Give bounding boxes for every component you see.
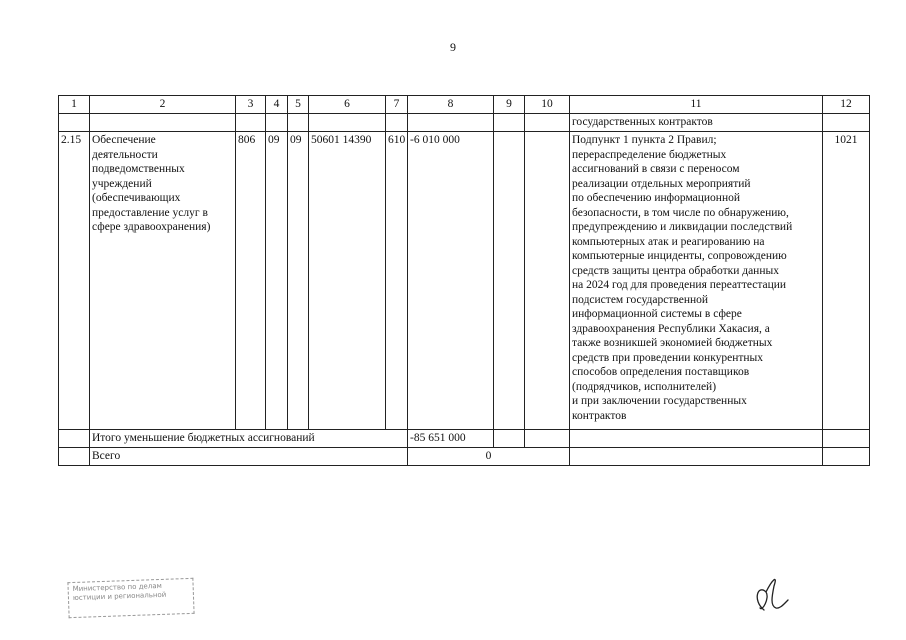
header-cell: 9	[494, 96, 525, 114]
continuation-text: государственных контрактов	[570, 114, 823, 132]
row-col8: -6 010 000	[408, 132, 494, 430]
total-row	[59, 430, 870, 448]
signature-mark	[744, 570, 794, 620]
header-cell: 3	[236, 96, 266, 114]
registration-stamp	[67, 578, 194, 618]
row-number: 2.15	[59, 132, 90, 430]
row-col10	[525, 132, 570, 430]
row-col4: 09	[266, 132, 288, 430]
stamp-line: юстиции и региональной	[72, 590, 167, 603]
row-name: Обеспечение деятельности подведомственных учреждений (обеспечивающих предоставление услуг в сфере здравоохранения)	[90, 132, 236, 430]
row-col9	[494, 132, 525, 430]
header-cell: 5	[288, 96, 309, 114]
row-col12: 1021	[823, 132, 870, 430]
header-cell: 11	[570, 96, 823, 114]
stamp-line: Министерство по делам	[72, 581, 162, 594]
continuation-row	[59, 114, 870, 132]
table-header-row	[59, 96, 870, 114]
row-col5: 09	[288, 132, 309, 430]
header-cell: 1	[59, 96, 90, 114]
row-basis: Подпункт 1 пункта 2 Правил; перераспределение бюджетных ассигнований в связи с переносом реализации отдельных мероприятий по обеспечению информационной безопасности, в том числе по обнаружению, предупреждению и ликвидации последствий компьютерных атак и реагированию на компьютерные инциденты, сопровождению средств защиты центра обработки данных на 2024 год для проведения переаттестации подсистем государственной информационной системы в сфере здравоохранения Республики Хакасия, а также возникшей экономией бюджетных средств при проведении конкурентных способов определения поставщиков (подрядчиков, исполнителей) и при заключении государственных контрактов	[570, 132, 823, 430]
header-cell: 8	[408, 96, 494, 114]
header-cell: 6	[309, 96, 386, 114]
header-cell: 12	[823, 96, 870, 114]
budget-table	[58, 95, 870, 466]
grand-total-row	[59, 448, 870, 466]
row-col6: 50601 14390	[309, 132, 386, 430]
header-cell: 4	[266, 96, 288, 114]
total-label: Итого уменьшение бюджетных ассигнований	[90, 430, 408, 448]
header-cell: 2	[90, 96, 236, 114]
grand-total-value: 0	[408, 448, 570, 466]
page-number: 9	[450, 40, 456, 54]
grand-total-label: Всего	[90, 448, 408, 466]
row-col7: 610	[386, 132, 408, 430]
table-row	[59, 132, 870, 430]
row-col3: 806	[236, 132, 266, 430]
header-cell: 10	[525, 96, 570, 114]
header-cell: 7	[386, 96, 408, 114]
total-value: -85 651 000	[408, 430, 494, 448]
